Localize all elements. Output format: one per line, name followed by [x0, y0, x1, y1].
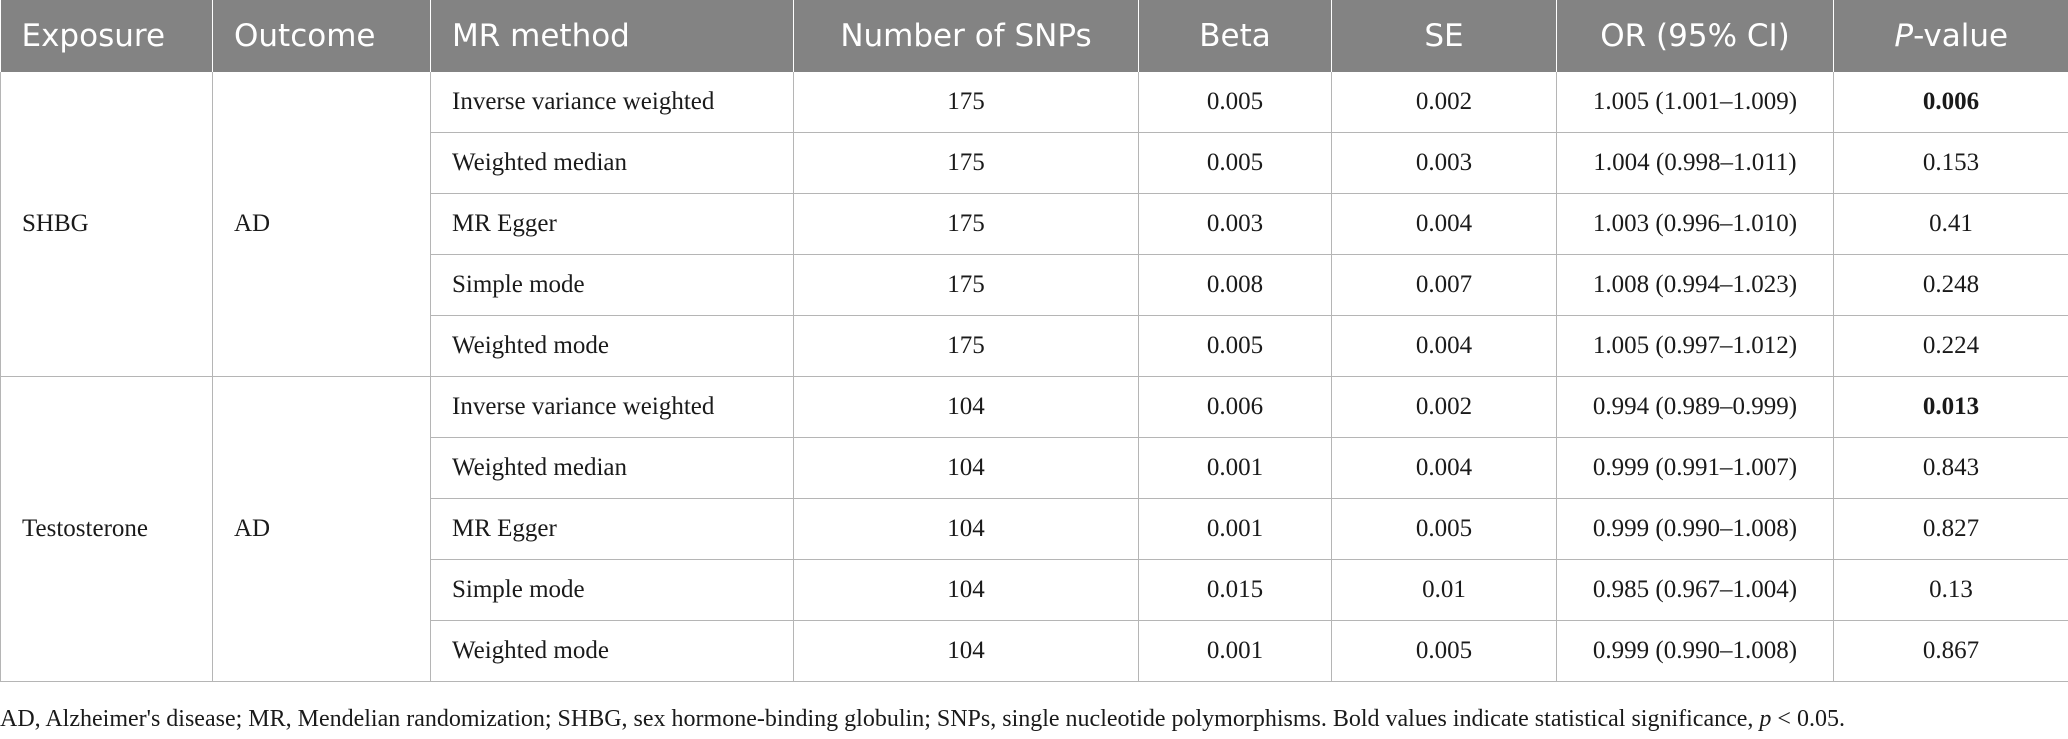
header-p-value: [1834, 0, 2068, 72]
cell-p-value: 0.013: [1834, 377, 2068, 438]
cell-mr-method: Inverse variance weighted: [431, 377, 794, 438]
cell-se: 0.005: [1332, 499, 1557, 560]
cell-p-value: 0.867: [1834, 621, 2068, 682]
cell-se: 0.003: [1332, 133, 1557, 194]
header-number-of-snps: Number of SNPs: [794, 0, 1139, 72]
cell-beta: 0.015: [1139, 560, 1332, 621]
cell-se: 0.004: [1332, 438, 1557, 499]
cell-or-ci: 0.999 (0.990–1.008): [1557, 499, 1834, 560]
header-p-suffix: -value: [1913, 18, 2009, 54]
cell-se: 0.002: [1332, 377, 1557, 438]
table-row: [1, 72, 2068, 133]
cell-beta: 0.008: [1139, 255, 1332, 316]
cell-outcome: AD: [213, 72, 431, 377]
cell-p-value: 0.248: [1834, 255, 2068, 316]
table-body: [1, 72, 2068, 682]
cell-number-of-snps: 175: [794, 255, 1139, 316]
cell-p-value: 0.153: [1834, 133, 2068, 194]
cell-mr-method: Weighted mode: [431, 621, 794, 682]
cell-or-ci: 0.985 (0.967–1.004): [1557, 560, 1834, 621]
footnote-threshold: < 0.05.: [1771, 706, 1845, 732]
cell-number-of-snps: 175: [794, 72, 1139, 133]
cell-se: 0.01: [1332, 560, 1557, 621]
footnote-text: AD, Alzheimer's disease; MR, Mendelian randomization; SHBG, sex hormone-binding globulin; SNPs, single nucleotide polymorphisms. Bold values indicate statistical significance,: [0, 706, 1760, 732]
cell-number-of-snps: 104: [794, 560, 1139, 621]
cell-exposure: Testosterone: [1, 377, 213, 682]
header-beta: Beta: [1139, 0, 1332, 72]
cell-p-value: 0.224: [1834, 316, 2068, 377]
cell-or-ci: 1.004 (0.998–1.011): [1557, 133, 1834, 194]
cell-number-of-snps: 175: [794, 194, 1139, 255]
cell-mr-method: Weighted median: [431, 438, 794, 499]
cell-or-ci: 1.005 (0.997–1.012): [1557, 316, 1834, 377]
cell-p-value: 0.827: [1834, 499, 2068, 560]
cell-p-value: 0.006: [1834, 72, 2068, 133]
cell-number-of-snps: 175: [794, 316, 1139, 377]
cell-mr-method: MR Egger: [431, 194, 794, 255]
table-row: [1, 377, 2068, 438]
cell-se: 0.004: [1332, 316, 1557, 377]
footnote-p-symbol: p: [1759, 706, 1772, 732]
table-footnote: [0, 706, 2068, 733]
cell-mr-method: Weighted mode: [431, 316, 794, 377]
cell-se: 0.005: [1332, 621, 1557, 682]
cell-se: 0.004: [1332, 194, 1557, 255]
header-outcome: Outcome: [213, 0, 431, 72]
cell-or-ci: 1.008 (0.994–1.023): [1557, 255, 1834, 316]
cell-or-ci: 1.005 (1.001–1.009): [1557, 72, 1834, 133]
cell-or-ci: 0.999 (0.991–1.007): [1557, 438, 1834, 499]
cell-p-value: 0.41: [1834, 194, 2068, 255]
header-or-ci: OR (95% CI): [1557, 0, 1834, 72]
cell-beta: 0.003: [1139, 194, 1332, 255]
cell-beta: 0.001: [1139, 621, 1332, 682]
cell-number-of-snps: 104: [794, 377, 1139, 438]
cell-outcome: AD: [213, 377, 431, 682]
header-se: SE: [1332, 0, 1557, 72]
header-row: [1, 0, 2068, 72]
cell-mr-method: Inverse variance weighted: [431, 72, 794, 133]
cell-p-value: 0.13: [1834, 560, 2068, 621]
cell-or-ci: 0.994 (0.989–0.999): [1557, 377, 1834, 438]
cell-beta: 0.001: [1139, 499, 1332, 560]
cell-beta: 0.005: [1139, 316, 1332, 377]
cell-number-of-snps: 104: [794, 499, 1139, 560]
cell-mr-method: Weighted median: [431, 133, 794, 194]
cell-exposure: SHBG: [1, 72, 213, 377]
cell-or-ci: 1.003 (0.996–1.010): [1557, 194, 1834, 255]
cell-mr-method: MR Egger: [431, 499, 794, 560]
cell-mr-method: Simple mode: [431, 255, 794, 316]
cell-or-ci: 0.999 (0.990–1.008): [1557, 621, 1834, 682]
table-header: [1, 0, 2068, 72]
cell-beta: 0.001: [1139, 438, 1332, 499]
cell-p-value: 0.843: [1834, 438, 2068, 499]
cell-beta: 0.005: [1139, 133, 1332, 194]
cell-number-of-snps: 104: [794, 621, 1139, 682]
cell-number-of-snps: 175: [794, 133, 1139, 194]
cell-beta: 0.005: [1139, 72, 1332, 133]
header-exposure: Exposure: [1, 0, 213, 72]
header-p-symbol: P: [1894, 18, 1914, 54]
cell-number-of-snps: 104: [794, 438, 1139, 499]
cell-se: 0.002: [1332, 72, 1557, 133]
cell-se: 0.007: [1332, 255, 1557, 316]
cell-beta: 0.006: [1139, 377, 1332, 438]
cell-mr-method: Simple mode: [431, 560, 794, 621]
header-mr-method: MR method: [431, 0, 794, 72]
